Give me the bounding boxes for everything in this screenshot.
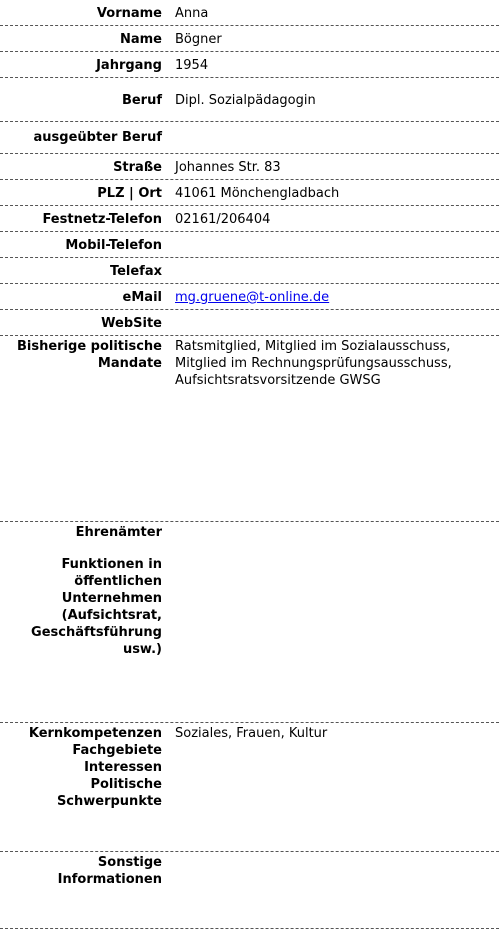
value-jahrgang: 1954 [175,58,209,73]
label-line: Fachgebiete [72,743,162,758]
value-line: Ratsmitglied, Mitglied im Sozialausschuss, [175,339,451,354]
row-separator [0,153,499,154]
label-jahrgang: Jahrgang [96,58,162,73]
label-line: Funktionen in [61,557,162,572]
row-separator [0,179,499,180]
label-mobil-telefon: Mobil-Telefon [65,238,162,253]
label-line: Geschäftsführung [31,625,162,640]
label-kernkompetenzen [29,725,162,810]
label-festnetz-telefon: Festnetz-Telefon [42,212,162,227]
label-line: Informationen [57,872,162,887]
row-separator [0,928,499,929]
row-separator [0,521,499,522]
label-line: Bisherige politische [16,339,162,354]
row-separator [0,205,499,206]
row-separator [0,283,499,284]
value-plz-ort: 41061 Mönchengladbach [175,186,340,201]
row-separator [0,25,499,26]
value-bisherige-mandate [175,338,452,389]
label-sonstige-informationen [58,854,162,888]
label-line: Kernkompetenzen [28,726,162,741]
row-separator [0,77,499,78]
row-separator [0,722,499,723]
row-separator [0,851,499,852]
value-strasse: Johannes Str. 83 [175,160,281,175]
label-strasse: Straße [113,160,162,175]
label-beruf: Beruf [121,93,162,108]
row-separator [0,335,499,336]
row-separator [0,231,499,232]
label-ehrenaemter [31,524,162,658]
label-line: Sonstige [97,855,162,870]
label-plz-ort: PLZ | Ort [97,186,162,201]
label-line: Unternehmen [61,591,162,606]
label-line [31,541,162,556]
email-link[interactable]: mg.gruene@t-online.de [175,290,330,305]
label-line: Mandate [97,356,162,371]
row-separator [0,51,499,52]
value-name: Bögner [175,32,222,47]
label-bisherige-mandate [17,338,162,372]
row-separator [0,309,499,310]
value-line: Mitglied im Rechnungsprüfungsausschuss, [175,356,452,371]
value-vorname: Anna [175,6,209,21]
row-separator [0,257,499,258]
value-line: Aufsichtsratsvorsitzende GWSG [175,373,381,388]
label-line: Politische [90,777,162,792]
label-line: Interessen [84,760,162,775]
label-website: WebSite [101,316,162,331]
label-ausgeuebter-beruf: ausgeübter Beruf [33,130,162,145]
label-email: eMail [122,290,162,305]
value-beruf: Dipl. Sozialpädagogin [175,93,316,108]
label-line: usw.) [122,642,162,657]
value-kernkompetenzen [175,725,327,742]
label-line: Schwerpunkte [56,794,162,809]
label-name: Name [119,32,162,47]
row-separator [0,121,499,122]
value-line: Soziales, Frauen, Kultur [175,726,328,741]
label-line: (Aufsichtsrat, [61,608,162,623]
value-festnetz-telefon: 02161/206404 [175,212,271,227]
label-vorname: Vorname [96,6,162,21]
label-line: öffentlichen [74,574,162,589]
label-line: Ehrenämter [75,525,162,540]
label-telefax: Telefax [109,264,162,279]
